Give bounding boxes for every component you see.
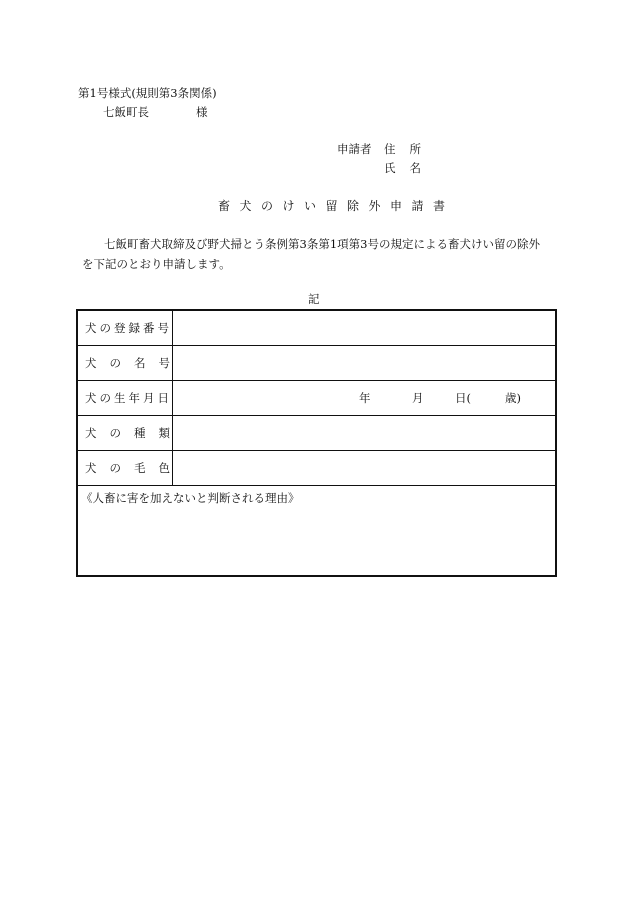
body-text-line-1: 七飯町畜犬取締及び野犬掃とう条例第3条第1項第3号の規定による畜犬けい留の除外: [104, 237, 540, 251]
reason-field[interactable]: [78, 486, 555, 575]
row-label-coat-color: 犬の毛色: [78, 451, 173, 485]
body-text-line-2: を下記のとおり申請します。: [82, 257, 231, 271]
dob-age-label: 歳): [505, 391, 521, 405]
row-label-breed: 犬の種類: [78, 416, 173, 450]
row-label-birth-date: 犬の生年月日: [78, 381, 173, 415]
applicant-label: 申請者: [337, 142, 372, 156]
name-label: 氏名: [384, 161, 435, 175]
dob-year-label: 年: [359, 391, 371, 405]
birth-date-field[interactable]: [173, 381, 555, 415]
dog-name-field[interactable]: [173, 346, 555, 380]
reason-label: 《人畜に害を加えないと判断される理由》: [81, 491, 300, 505]
application-form-table: [76, 309, 557, 577]
addressee-town: 七飯町長: [103, 105, 149, 119]
address-label: 住所: [384, 142, 435, 156]
row-label-dog-name: 犬の名号: [78, 346, 173, 380]
breed-field[interactable]: [173, 416, 555, 450]
document-title: 畜犬のけい留除外申請書: [218, 199, 455, 213]
registration-number-field[interactable]: [173, 311, 555, 345]
table-row-breed: [78, 416, 555, 451]
table-row-registration-number: [78, 311, 555, 346]
ki-heading: 記: [308, 292, 320, 306]
table-row-coat-color: [78, 451, 555, 486]
table-row-dog-name: [78, 346, 555, 381]
dob-month-label: 月: [412, 391, 424, 405]
row-label-registration-number: 犬の登録番号: [78, 311, 173, 345]
dob-day-label: 日(: [455, 391, 471, 405]
addressee-honorific: 様: [196, 105, 208, 119]
form-number: 第1号様式(規則第3条関係): [78, 86, 217, 100]
table-row-birth-date: [78, 381, 555, 416]
coat-color-field[interactable]: [173, 451, 555, 485]
